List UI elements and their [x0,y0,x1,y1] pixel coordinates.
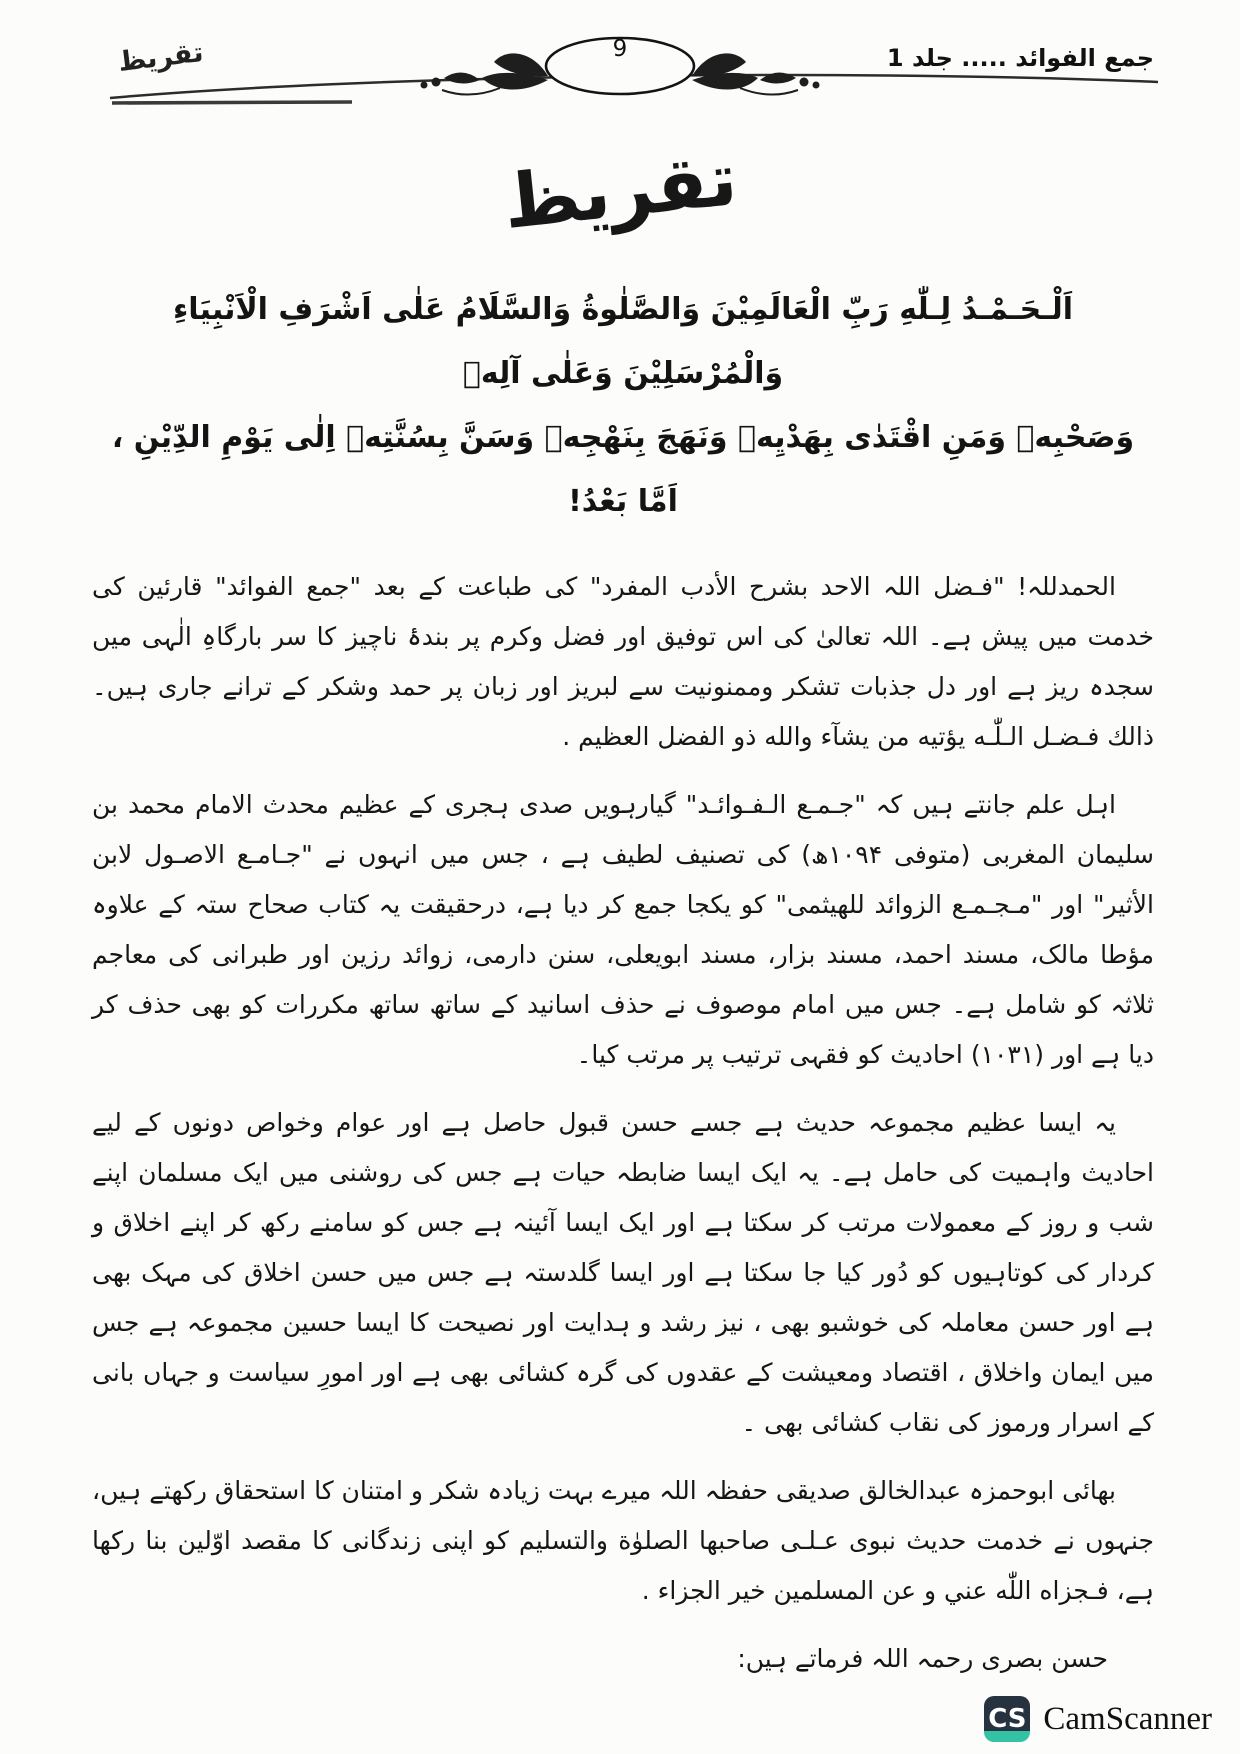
floral-ornament-left [421,53,549,94]
arabic-opening-line-2: وَصَحْبِهٖ وَمَنِ اقْتَدٰى بِهَدْيِهٖ وَنَهَجَ بِنَهْجِهٖ وَسَنَّ بِسُنَّتِهٖ اِلٰى يَوْمِ الدِّيْنِ ، اَمَّا بَعْدُ! [111,420,1135,519]
arabic-opening [92,278,1154,534]
arabic-opening-line-1: اَلْـحَـمْـدُ لِـلّٰهِ رَبِّ الْعَالَمِيْنَ وَالصَّلٰوةُ وَالسَّلَامُ عَلٰى اَشْرَفِ الْاَنْبِيَاءِ وَالْمُرْسَلِيْنَ وَعَلٰى آلِهٖ [172,292,1074,391]
page-title [0,136,1240,246]
camscanner-wordmark: CamScanner [1043,1700,1212,1737]
paragraph-4: بھائی ابوحمزہ عبدالخالق صدیقی حفظہ اللہ میرے بہت زیادہ شکر و امتنان کا استحقاق رکھتے ہیں، جنہوں نے خدمت حدیث نبوی عـلـی صاحبها الصلوٰة والتسلیم کو اپنی زندگانی کا مقصد اوّلین بنا رکھا ہے، فـجزاه اللّٰه عني و عن المسلمين خير الجزاء . [92,1476,1154,1605]
page-header [0,0,1240,130]
document-body [92,278,1154,1684]
paragraph-1: الحمدللہ! "فـضل اللہ الاحد بشرح الأدب المفرد" کی طباعت کے بعد "جمع الفوائد" قارئین کی خدمت میں پیش ہے۔ اللہ تعالیٰ کی اس توفیق اور فضل وکرم پر بندۂ ناچیز کا سر بارگاہِ الٰہی میں سجدہ ریز ہے اور دل جذبات تشکر وممنونیت سے لبریز اور زبان پر حمد وشکر کے ترانے جاری ہیں۔ ذالك فـضـل الـلّٰـه يؤتيه من يشآء والله ذو الفضل العظيم . [92,572,1154,751]
running-head-book-title: جمع الفوائد ..... جلد 1 [886,44,1154,72]
running-head-section-title: تقریظ [116,36,205,79]
camscanner-icon: CS [984,1696,1030,1742]
camscanner-watermark [984,1696,1212,1742]
paragraph-3: یہ ایسا عظیم مجموعہ حدیث ہے جسے حسن قبول حاصل ہے اور عوام وخواص دونوں کے لیے احادیث واہمیت کی حامل ہے۔ یہ ایک ایسا ضابطہ حیات ہے جس کی روشنی میں ایک مسلمان اپنے شب و روز کے معمولات مرتب کر سکتا ہے اور ایک ایسا آئینہ ہے جس کو سامنے رکھ کر اپنے اخلاق و کردار کی کوتاہیوں کو دُور کیا جا سکتا ہے اور ایسا گلدستہ ہے جس میں حسن اخلاق کی مہک بھی ہے اور حسن معاملہ کی خوشبو بھی ، نیز رشد و ہدایت اور نصیحت کا ایسا حسین مجموعہ ہے جس میں ایمان واخلاق ، اقتصاد ومعیشت کے عقدوں کی گرہ کشائی بھی ہے اور امورِ سیاست و جہاں بانی کے اسرار ورموز کی نقاب کشائی بھی ۔ [92,1108,1154,1437]
page-title-text: تقریظ [499,136,741,246]
closing-line: حسن بصری رحمہ اللہ فرماتے ہیں: [737,1644,1108,1673]
paragraph-2: اہل علم جانتے ہیں کہ "جـمـع الـفـوائـد" گیارہویں صدی ہجری کے عظیم محدث الامام محمد بن سلیمان المغربی (متوفی ۱۰۹۴ھ) کی تصنیف لطیف ہے ، جس میں انہوں نے "جـامـع الاصـول لابن الأثیر" اور "مـجـمـع الزوائد للهیثمی" کو یکجا جمع کر دیا ہے، درحقیقت یہ کتاب صحاح ستہ کے علاوہ مؤطا مالک، مسند احمد، مسند بزار، مسند ابویعلی، سنن دارمی، زوائد رزین اور طبرانی کی معاجم ثلاثہ کو شامل ہے۔ جس میں امام موصوف نے حذف اسانید کے ساتھ ساتھ مکررات کو بھی حذف کر دیا ہے اور (۱۰۳۱) احادیث کو فقہی ترتیب پر مرتب کیا۔ [92,790,1154,1069]
page-number: 9 [612,36,628,62]
